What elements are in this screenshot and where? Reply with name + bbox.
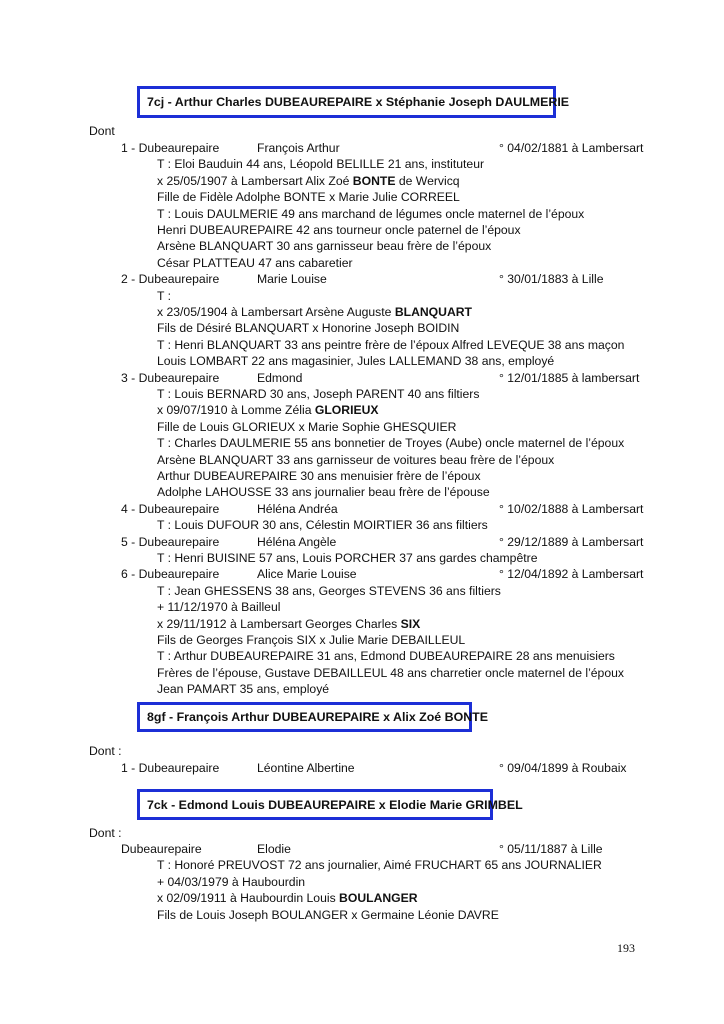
detail-text: + 04/03/1979 à Haubourdin xyxy=(157,874,306,889)
detail-line xyxy=(157,550,537,566)
child-entry xyxy=(0,501,724,517)
detail-line xyxy=(157,206,584,222)
detail-text: T : Henri BLANQUART 33 ans peintre frère de l’époux Alfred LEVEQUE 38 ans maçon xyxy=(157,337,625,352)
detail-line xyxy=(157,616,420,632)
detail-line xyxy=(157,583,501,599)
detail-text: x 29/11/1912 à Lambersart Georges Charles xyxy=(157,616,401,631)
detail-line xyxy=(157,288,171,304)
detail-text: x 09/07/1910 à Lomme Zélia xyxy=(157,403,315,418)
spouse-surname: BOULANGER xyxy=(339,891,418,906)
detail-text: Adolphe LAHOUSSE 33 ans journalier beau frère de l’épouse xyxy=(157,485,490,500)
child-number: 3 - Dubeaurepaire xyxy=(121,370,220,385)
section-heading: 7cj - Arthur Charles DUBEAUREPAIRE x Stéphanie Joseph DAULMERIE xyxy=(137,86,556,118)
spouse-surname: BLANQUART xyxy=(394,305,473,319)
detail-text: Arthur DUBEAUREPAIRE 30 ans menuisier frère de l’époux xyxy=(157,469,481,483)
detail-line xyxy=(157,156,484,172)
detail-line xyxy=(157,468,481,484)
detail-text: T : xyxy=(157,288,171,303)
child-name: Alice Marie Louise xyxy=(257,567,357,582)
detail-text: T : Charles DAULMERIE 55 ans bonnetier de Troyes (Aube) oncle maternel de l’époux xyxy=(157,436,625,451)
detail-text: César PLATTEAU 47 ans cabaretier xyxy=(157,255,353,270)
child-birth: ° 09/04/1899 à Roubaix xyxy=(499,761,627,775)
spouse-surname: GLORIEUX xyxy=(314,403,379,418)
detail-line xyxy=(157,353,554,369)
child-name: François Arthur xyxy=(257,141,340,155)
detail-line xyxy=(157,255,353,271)
child-entry xyxy=(0,566,724,582)
detail-line xyxy=(157,648,615,664)
detail-line xyxy=(157,857,602,873)
child-birth: ° 10/02/1888 à Lambersart xyxy=(499,501,644,516)
detail-text-after: de Wervicq xyxy=(395,173,460,188)
child-number: 4 - Dubeaurepaire xyxy=(121,501,220,516)
detail-text: T : Henri BUISINE 57 ans, Louis PORCHER 37 ans gardes champêtre xyxy=(157,551,538,565)
child-birth: ° 12/01/1885 à lambersart xyxy=(499,370,640,385)
child-entry xyxy=(0,760,724,776)
detail-text: Arsène BLANQUART 33 ans garnisseur de voitures beau frère de l’époux xyxy=(157,452,555,467)
child-entry xyxy=(0,841,724,857)
child-entry xyxy=(0,534,724,550)
detail-line xyxy=(157,337,624,353)
child-name: Héléna Angèle xyxy=(257,534,337,549)
detail-line xyxy=(157,435,624,451)
detail-line xyxy=(157,632,465,648)
child-birth: ° 04/02/1881 à Lambersart xyxy=(499,141,644,155)
detail-text: + 11/12/1970 à Bailleul xyxy=(157,600,281,615)
detail-text: Fils de Georges François SIX x Julie Marie DEBAILLEUL xyxy=(157,633,466,647)
detail-text: T : Arthur DUBEAUREPAIRE 31 ans, Edmond DUBEAUREPAIRE 28 ans menuisiers xyxy=(157,649,615,664)
detail-text: Jean PAMART 35 ans, employé xyxy=(157,682,330,697)
child-name: Edmond xyxy=(257,370,303,385)
detail-text: x 02/09/1911 à Haubourdin Louis xyxy=(157,891,340,906)
detail-line xyxy=(157,320,459,336)
detail-text: Fille de Louis GLORIEUX x Marie Sophie GHESQUIER xyxy=(157,419,457,434)
detail-text: Fille de Fidèle Adolphe BONTE x Marie Julie CORREEL xyxy=(157,190,460,205)
dont-label: Dont xyxy=(89,124,115,138)
detail-line xyxy=(157,386,479,402)
spouse-surname: SIX xyxy=(400,616,421,631)
detail-line xyxy=(157,222,521,238)
detail-line xyxy=(157,304,472,320)
page-number: 193 xyxy=(617,941,635,955)
detail-text: x 25/05/1907 à Lambersart Alix Zoé xyxy=(157,173,353,188)
child-number: 5 - Dubeaurepaire xyxy=(121,534,220,549)
detail-text: T : Jean GHESSENS 38 ans, Georges STEVENS 36 ans filtiers xyxy=(157,583,501,598)
child-number: 2 - Dubeaurepaire xyxy=(121,272,220,287)
detail-line xyxy=(157,874,305,890)
detail-line xyxy=(157,402,379,418)
detail-text: x 23/05/1904 à Lambersart Arsène Auguste xyxy=(157,305,395,319)
detail-text: Henri DUBEAUREPAIRE 42 ans tourneur oncle paternel de l’époux xyxy=(157,223,521,237)
section-heading: 8gf - François Arthur DUBEAUREPAIRE x Alix Zoé BONTE xyxy=(137,702,472,732)
detail-line xyxy=(157,890,418,906)
detail-text: Arsène BLANQUART 30 ans garnisseur beau frère de l’époux xyxy=(157,239,492,254)
detail-line xyxy=(157,238,491,254)
detail-line xyxy=(157,599,280,615)
detail-text: T : Louis BERNARD 30 ans, Joseph PARENT 40 ans filtiers xyxy=(157,387,480,401)
detail-text: Fils de Désiré BLANQUART x Honorine Joseph BOIDIN xyxy=(157,321,460,336)
dont-label: Dont : xyxy=(89,744,122,758)
detail-line xyxy=(157,665,624,681)
child-entry xyxy=(0,370,724,386)
section-heading: 7ck - Edmond Louis DUBEAUREPAIRE x Elodie Marie GRIMBEL xyxy=(137,789,493,820)
child-entry xyxy=(0,271,724,287)
detail-line xyxy=(157,484,490,500)
dont-label: Dont : xyxy=(89,826,122,840)
detail-line xyxy=(157,907,499,923)
detail-line xyxy=(157,452,554,468)
child-number: 1 - Dubeaurepaire xyxy=(121,141,220,155)
detail-text: Frères de l’épouse, Gustave DEBAILLEUL 48 ans charretier oncle maternel de l’époux xyxy=(157,665,624,680)
detail-text: T : Eloi Bauduin 44 ans, Léopold BELILLE 21 ans, instituteur xyxy=(157,157,485,172)
detail-line xyxy=(157,517,488,533)
child-name: Marie Louise xyxy=(257,272,327,287)
detail-line xyxy=(157,189,460,205)
child-entry xyxy=(0,140,724,156)
child-number: 6 - Dubeaurepaire xyxy=(121,567,220,582)
detail-text: Fils de Louis Joseph BOULANGER x Germaine Léonie DAVRE xyxy=(157,907,499,922)
child-name: Léontine Albertine xyxy=(257,761,355,775)
detail-text: T : Louis DAULMERIE 49 ans marchand de légumes oncle maternel de l’époux xyxy=(157,206,585,221)
detail-text: T : Louis DUFOUR 30 ans, Célestin MOIRTIER 36 ans filtiers xyxy=(157,518,488,533)
child-birth: ° 29/12/1889 à Lambersart xyxy=(499,534,644,549)
spouse-surname: BONTE xyxy=(352,173,396,188)
detail-line xyxy=(157,681,329,697)
child-number: Dubeaurepaire xyxy=(121,842,202,856)
detail-text: Louis LOMBART 22 ans magasinier, Jules LALLEMAND 38 ans, employé xyxy=(157,354,555,369)
child-name: Elodie xyxy=(257,842,291,856)
child-number: 1 - Dubeaurepaire xyxy=(121,761,220,775)
detail-line xyxy=(157,173,460,189)
child-birth: ° 05/11/1887 à Lille xyxy=(499,842,603,856)
detail-text: T : Honoré PREUVOST 72 ans journalier, Aimé FRUCHART 65 ans JOURNALIER xyxy=(157,858,602,873)
detail-line xyxy=(157,419,456,435)
child-birth: ° 12/04/1892 à Lambersart xyxy=(499,567,644,582)
child-name: Héléna Andréa xyxy=(257,501,338,516)
child-birth: ° 30/01/1883 à Lille xyxy=(499,272,604,287)
